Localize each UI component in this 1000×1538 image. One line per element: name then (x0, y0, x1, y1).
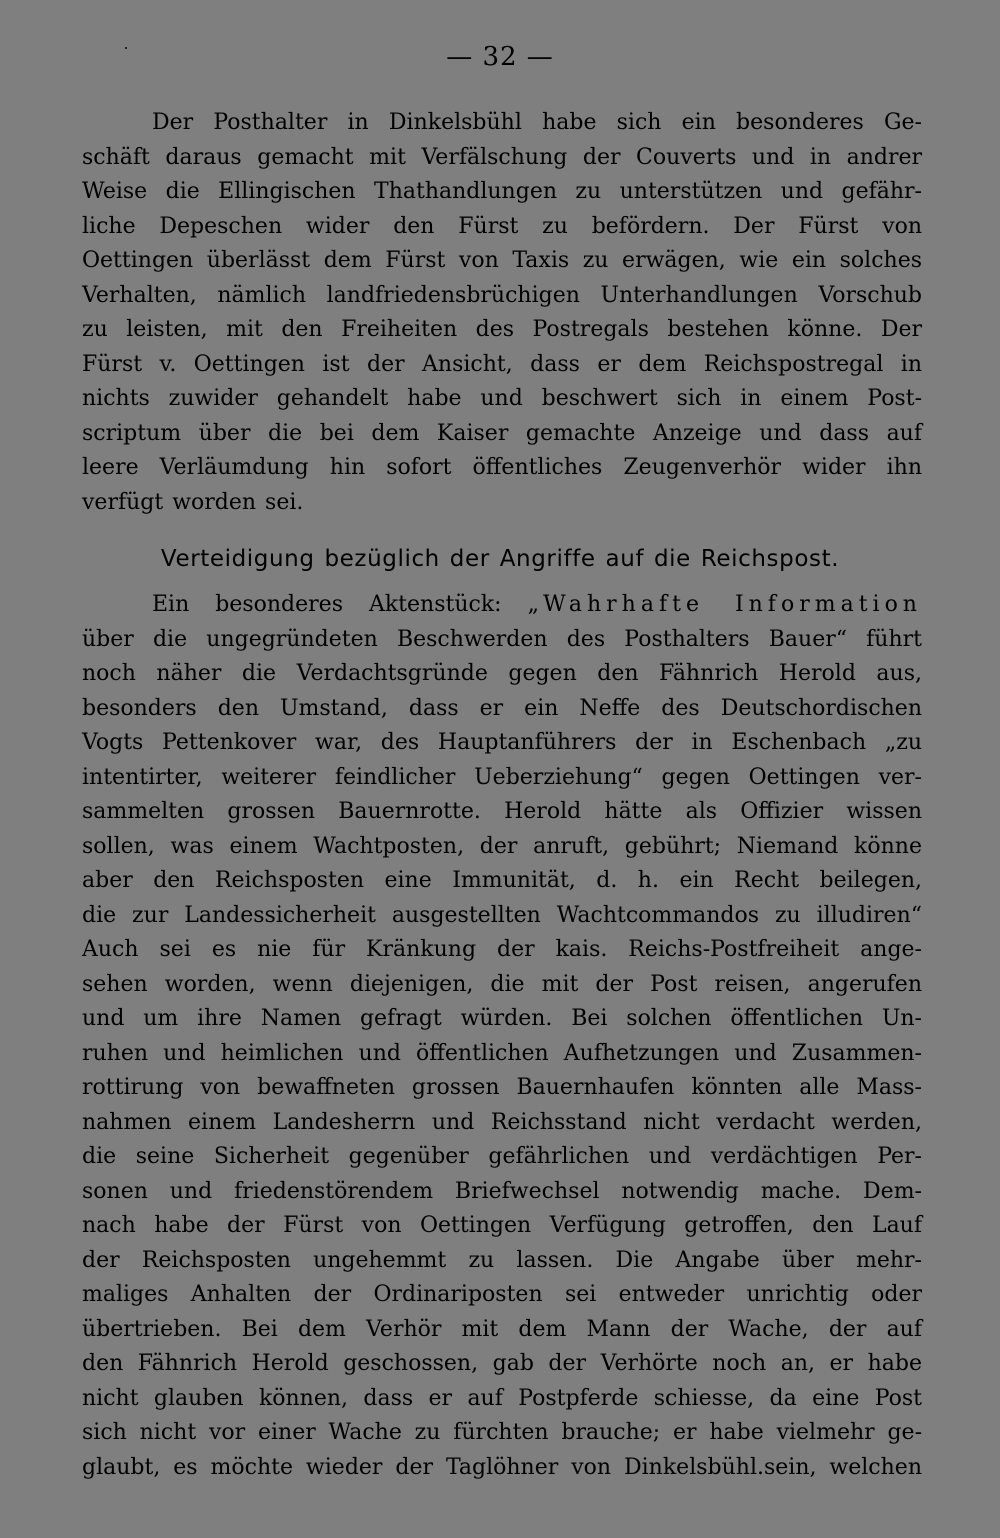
text-line: intentirter, weiterer feindlicher Ueberziehung“ gegen Oettingen ver- (82, 764, 922, 790)
page-number: — 32 — (446, 42, 554, 72)
text-line: Weise die Ellingischen Thathandlungen zu unterstützen und gefähr- (82, 179, 922, 204)
text-line: Fürst v. Oettingen ist der Ansicht, dass er dem Reichspostregal in (82, 351, 922, 377)
section-heading: Verteidigung bezüglich der Angriffe auf die Reichspost. (160, 546, 840, 572)
text-line: noch näher die Verdachtsgründe gegen den Fähnrich Herold aus, (82, 661, 922, 686)
document-title-spaced: „Wahrhafte Information (527, 592, 922, 617)
text-line: Vogts Pettenkover war, des Hauptanführers der in Eschenbach „zu (82, 730, 922, 755)
text-line: nicht glauben können, dass er auf Postpferde schiesse, da eine Post (82, 1385, 922, 1411)
text-line: sammelten grossen Bauernrotte. Herold hätte als Offizier wissen (82, 799, 922, 824)
text-line: rottirung von bewaffneten grossen Bauernhaufen könnten alle Mass- (82, 1075, 922, 1100)
text-line: verfügt worden sei. (82, 489, 304, 515)
text-line: Auch sei es nie für Kränkung der kais. Reichs-Postfreiheit ange- (82, 937, 922, 962)
text-line: und um ihre Namen gefragt würden. Bei solchen öffentlichen Un- (82, 1006, 922, 1031)
text-line: scriptum über die bei dem Kaiser gemachte Anzeige und dass auf (82, 420, 922, 446)
text-line: sehen worden, wenn diejenigen, die mit der Post reisen, angerufen (82, 971, 922, 997)
first-line-lead: Ein besonderes Aktenstück: (152, 592, 502, 617)
text-line: zu leisten, mit den Freiheiten des Postregals bestehen könne. Der (82, 317, 922, 342)
text-line: sollen, was einem Wachtposten, der anruft, gebührt; Niemand könne (82, 833, 922, 859)
text-line: aber den Reichsposten eine Immunität, d. h. ein Recht beilegen, (82, 868, 922, 893)
text-line: über die ungegründeten Beschwerden des Posthalters Bauer“ führt (82, 626, 922, 652)
text-line: übertrieben. Bei dem Verhör mit dem Mann der Wache, der auf (82, 1316, 922, 1342)
text-line: besonders den Umstand, dass er ein Neffe des Deutschordischen (82, 695, 922, 721)
text-line: sonen und friedenstörendem Briefwechsel notwendig mache. Dem- (82, 1178, 922, 1204)
text-line: die zur Landessicherheit ausgestellten Wachtcommandos zu illudiren“ (82, 902, 922, 928)
text-line: die seine Sicherheit gegenüber gefährlichen und verdächtigen Per- (82, 1144, 922, 1169)
text-line: Oettingen überlässt dem Fürst von Taxis zu erwägen, wie ein solches (82, 248, 922, 273)
text-line: liche Depeschen wider den Fürst zu befördern. Der Fürst von (82, 213, 922, 239)
text-line: nichts zuwider gehandelt habe und beschwert sich in einem Post- (82, 386, 922, 411)
text-line: nach habe der Fürst von Oettingen Verfügung getroffen, den Lauf (82, 1213, 922, 1238)
text-line: schäft daraus gemacht mit Verfälschung der Couverts und in andrer (82, 144, 922, 170)
paragraph-1 (82, 106, 922, 520)
text-line: der Reichsposten ungehemmt zu lassen. Die Angabe über mehr- (82, 1247, 922, 1273)
text-line: nahmen einem Landesherrn und Reichsstand nicht verdacht werden, (82, 1109, 922, 1135)
text-line: Der Posthalter in Dinkelsbühl habe sich ein besonderes Ge- (152, 110, 922, 135)
paragraph-2 (82, 588, 922, 1485)
text-line: glaubt, es möchte wieder der Taglöhner von Dinkelsbühl.sein, welchen (82, 1454, 922, 1480)
text-line-first (82, 588, 922, 623)
text-line: Verhalten, nämlich landfriedensbrüchigen Unterhandlungen Vorschub (82, 282, 922, 308)
text-line: leere Verläumdung hin sofort öffentliches Zeugenverhör wider ihn (82, 455, 922, 480)
text-line: den Fähnrich Herold geschossen, gab der Verhörte noch an, er habe (82, 1351, 922, 1376)
text-line: maliges Anhalten der Ordinariposten sei entweder unrichtig oder (82, 1282, 922, 1307)
text-line: ruhen und heimlichen und öffentlichen Aufhetzungen und Zusammen- (82, 1040, 922, 1066)
text-line: sich nicht vor einer Wache zu fürchten brauche; er habe vielmehr ge- (82, 1420, 922, 1445)
